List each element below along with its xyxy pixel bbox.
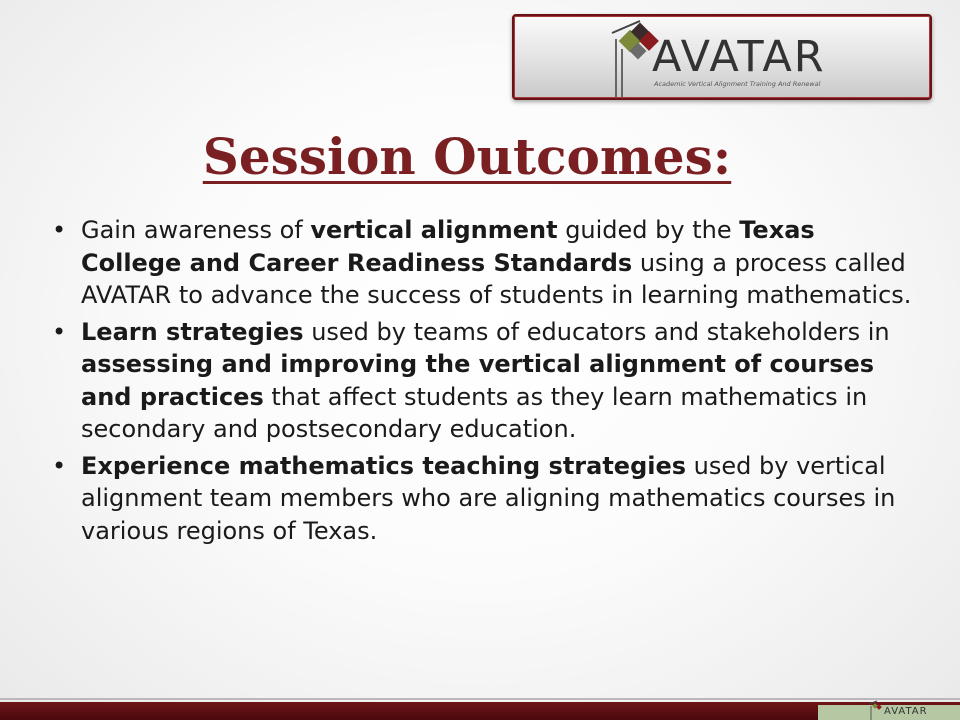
body-text: used by vertical alignment team members who are aligning mathematics courses in various regions of Texas. [81,451,896,545]
slide-title [0,128,934,186]
emphasis-text: vertical alignment [310,216,558,244]
outcome-item [52,450,912,548]
avatar-logo-banner [512,14,932,100]
outcomes-list [52,214,912,551]
bullet-marker: • [52,451,67,480]
bullet-marker: • [52,216,67,244]
footer-divider [0,698,960,700]
emphasis-text: Learn strategies [81,317,304,346]
body-text: guided by the [557,216,740,244]
footer-logo-wordmark: AVATAR [884,706,928,717]
outcome-item [52,316,912,446]
body-text: that affect students as they learn mathematics in secondary and postsecondary education. [81,382,868,443]
emphasis-text: assessing and improving the vertical alignment of courses and practices [81,350,875,411]
body-text: used by teams of educators and stakeholders in [303,317,890,346]
emphasis-text: Texas College and Career Readiness Standards [81,216,815,277]
logo-wordmark: AVATAR [652,32,826,82]
logo-tagline: Academic Vertical Alignment Training And Renewal [654,80,821,88]
bullet-marker: • [52,317,67,346]
body-text: using a process called AVATAR to advance the success of students in learning mathematics. [81,248,912,309]
footer-logo-mark-icon [868,700,884,720]
footer-bar [0,702,960,720]
emphasis-text: Experience mathematics teaching strategies [81,451,687,480]
body-text: Gain awareness of [81,216,311,244]
slide-title-text: Session Outcomes: [202,127,732,186]
outcome-item [52,214,912,312]
